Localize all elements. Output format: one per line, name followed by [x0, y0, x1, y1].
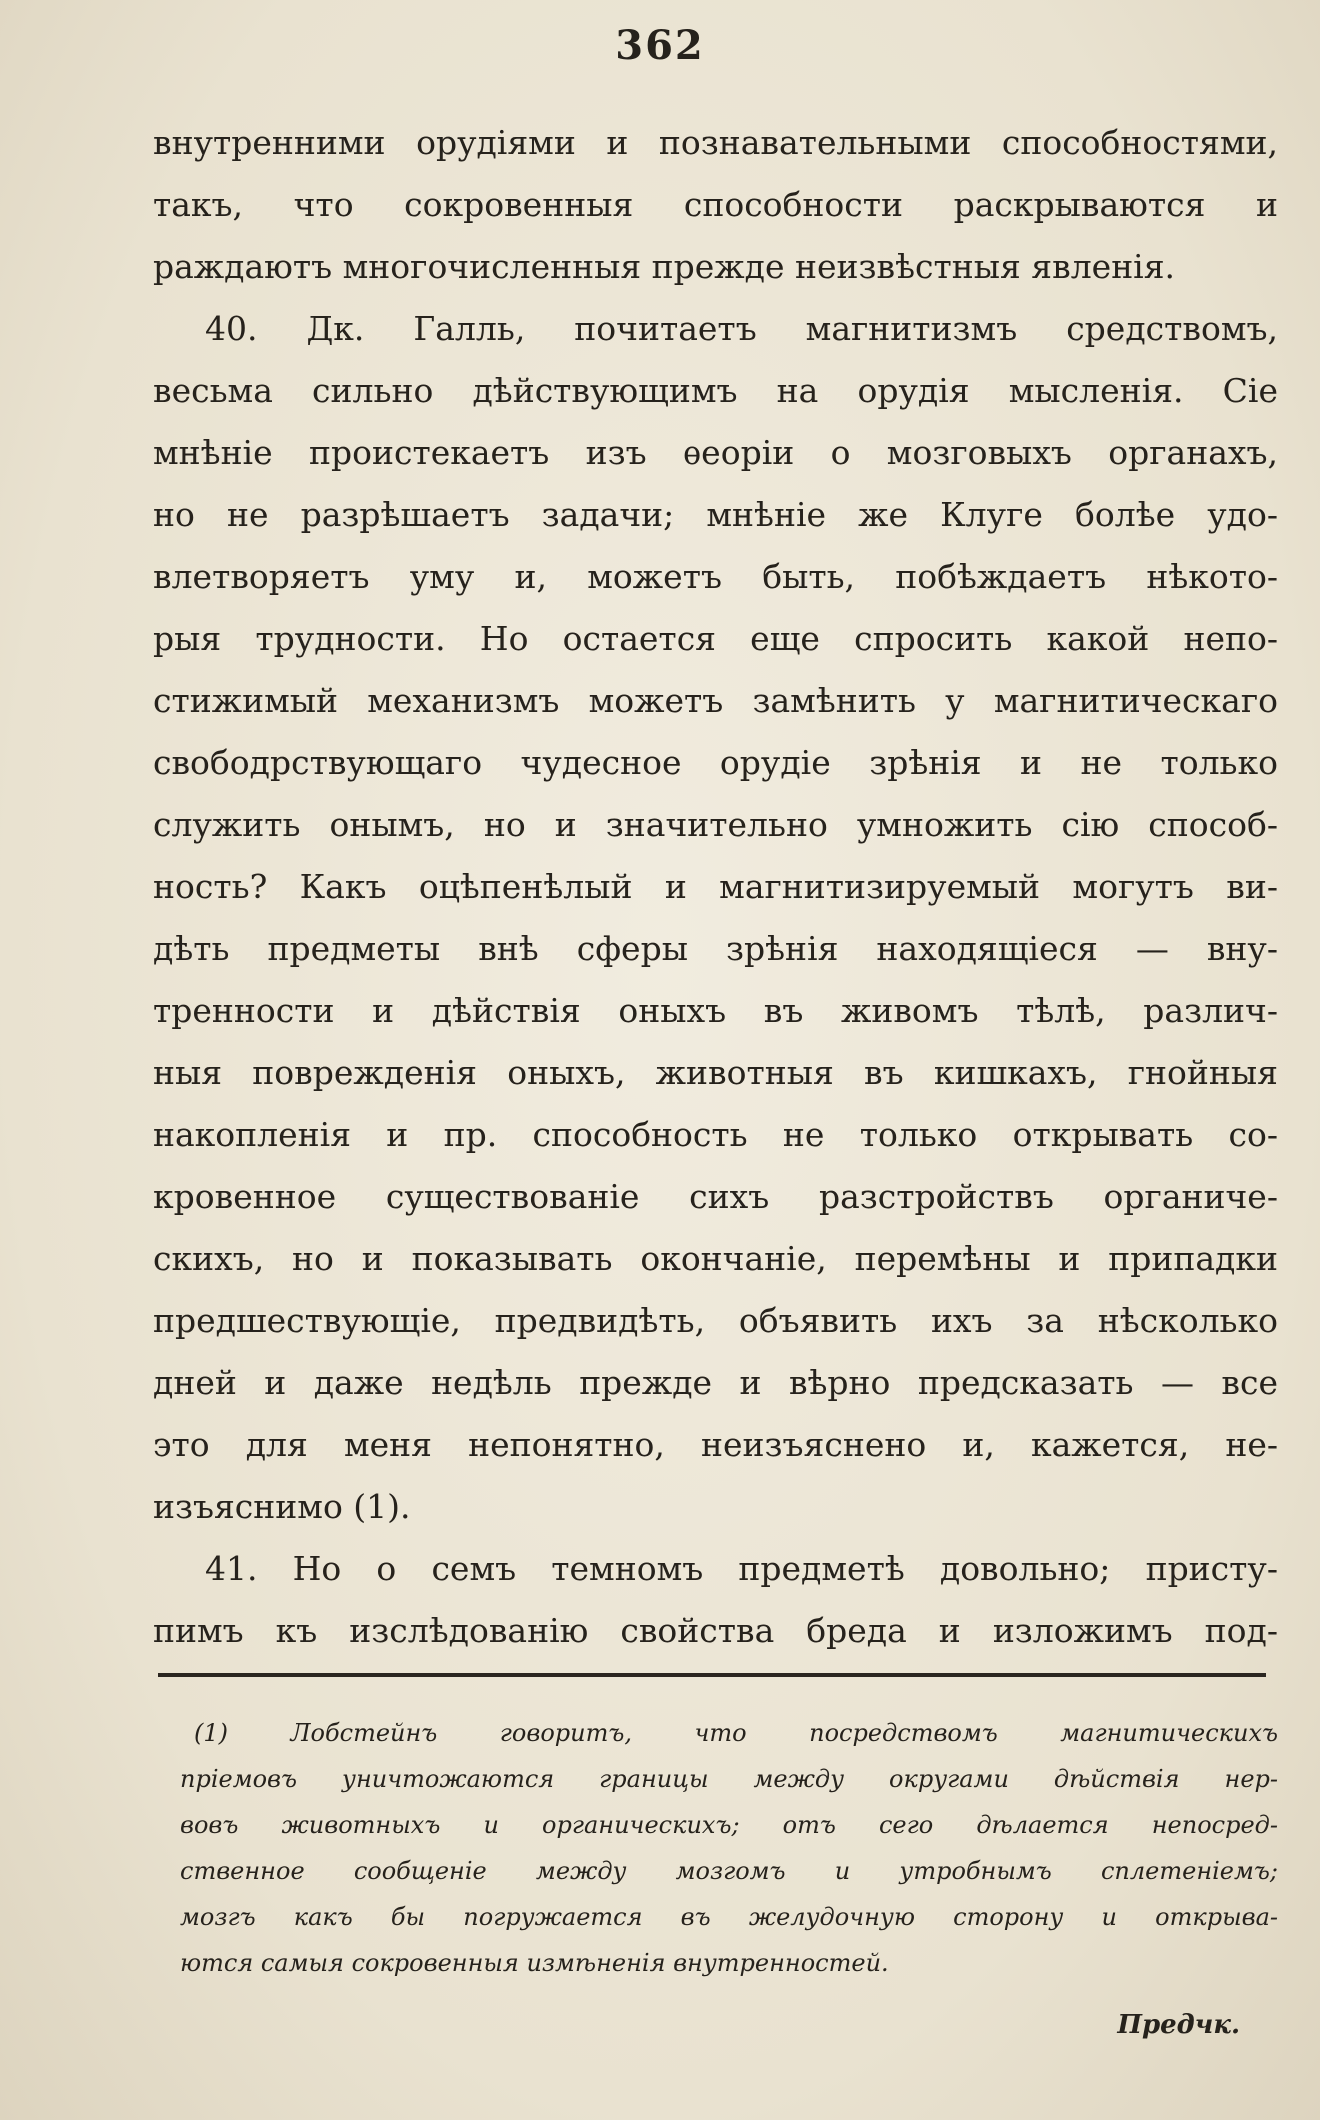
body-line: предшествующіе, предвидѣть, объявить ихъ за нѣсколько	[153, 1301, 1278, 1340]
body-line: пимъ къ изслѣдованію свойства бреда и изложимъ под-	[153, 1611, 1278, 1650]
page-number: 362	[615, 22, 705, 69]
body-line: ность? Какъ оцѣпенѣлый и магнитизируемый могутъ ви-	[153, 867, 1278, 906]
body-line: это для меня непонятно, неизъяснено и, кажется, не-	[153, 1425, 1278, 1464]
body-line: изъяснимо (1).	[153, 1487, 411, 1526]
footnote-line: ются самыя сокровенныя измѣненія внутренностей.	[180, 1949, 889, 1977]
body-line: свободрствующаго чудесное орудіе зрѣнія и не только	[153, 743, 1278, 782]
body-line: весьма сильно дѣйствующимъ на орудія мысленія. Сіе	[153, 371, 1278, 410]
body-line: ныя поврежденія оныхъ, животныя въ кишкахъ, гнойныя	[153, 1053, 1278, 1092]
translator-signature: Предчк.	[1117, 2010, 1240, 2040]
footnote-line: вовъ животныхъ и органическихъ; отъ сего дѣлается непосред-	[180, 1811, 1278, 1839]
footnote-line: пріемовъ уничтожаются границы между округами дѣйствія нер-	[180, 1765, 1278, 1793]
footnote-line: (1) Лобстейнъ говоритъ, что посредствомъ магнитическихъ	[194, 1719, 1278, 1747]
body-line: мнѣніе проистекаетъ изъ ѳеоріи о мозговыхъ органахъ,	[153, 433, 1278, 472]
body-line: тренности и дѣйствія оныхъ въ живомъ тѣлѣ, различ-	[153, 991, 1278, 1030]
footnote-line: мозгъ какъ бы погружается въ желудочную сторону и открыва-	[180, 1903, 1278, 1931]
body-line: такъ, что сокровенныя способности раскрываются и	[153, 185, 1278, 224]
body-line: накопленія и пр. способность не только открывать со-	[153, 1115, 1278, 1154]
body-line: но не разрѣшаетъ задачи; мнѣніе же Клуге болѣе удо-	[153, 495, 1278, 534]
body-line: кровенное существованіе сихъ разстройствъ органиче-	[153, 1177, 1278, 1216]
body-line: дѣть предметы внѣ сферы зрѣнія находящіеся — вну-	[153, 929, 1278, 968]
body-line: раждаютъ многочисленныя прежде неизвѣстныя явленія.	[153, 247, 1176, 286]
body-line: стижимый механизмъ можетъ замѣнить у магнитическаго	[153, 681, 1278, 720]
body-line: влетворяетъ уму и, можетъ быть, побѣждаетъ нѣкото-	[153, 557, 1278, 596]
body-line: рыя трудности. Но остается еще спросить какой непо-	[153, 619, 1278, 658]
body-text	[153, 112, 1278, 1662]
body-line: скихъ, но и показывать окончаніе, перемѣны и припадки	[153, 1239, 1278, 1278]
body-line: служить онымъ, но и значительно умножить сію способ-	[153, 805, 1278, 844]
footnote-line: ственное сообщеніе между мозгомъ и утробнымъ сплетеніемъ;	[180, 1857, 1278, 1885]
body-line: дней и даже недѣль прежде и вѣрно предсказать — все	[153, 1363, 1278, 1402]
body-line: внутренними орудіями и познавательными способностями,	[153, 123, 1278, 162]
footnote-divider	[158, 1673, 1266, 1677]
paragraph-40-start: 40. Дк. Галль, почитаетъ магнитизмъ средствомъ,	[205, 309, 1278, 348]
paragraph-41-start: 41. Но о семъ темномъ предметѣ довольно; присту-	[205, 1549, 1278, 1588]
footnote	[180, 1710, 1278, 1986]
